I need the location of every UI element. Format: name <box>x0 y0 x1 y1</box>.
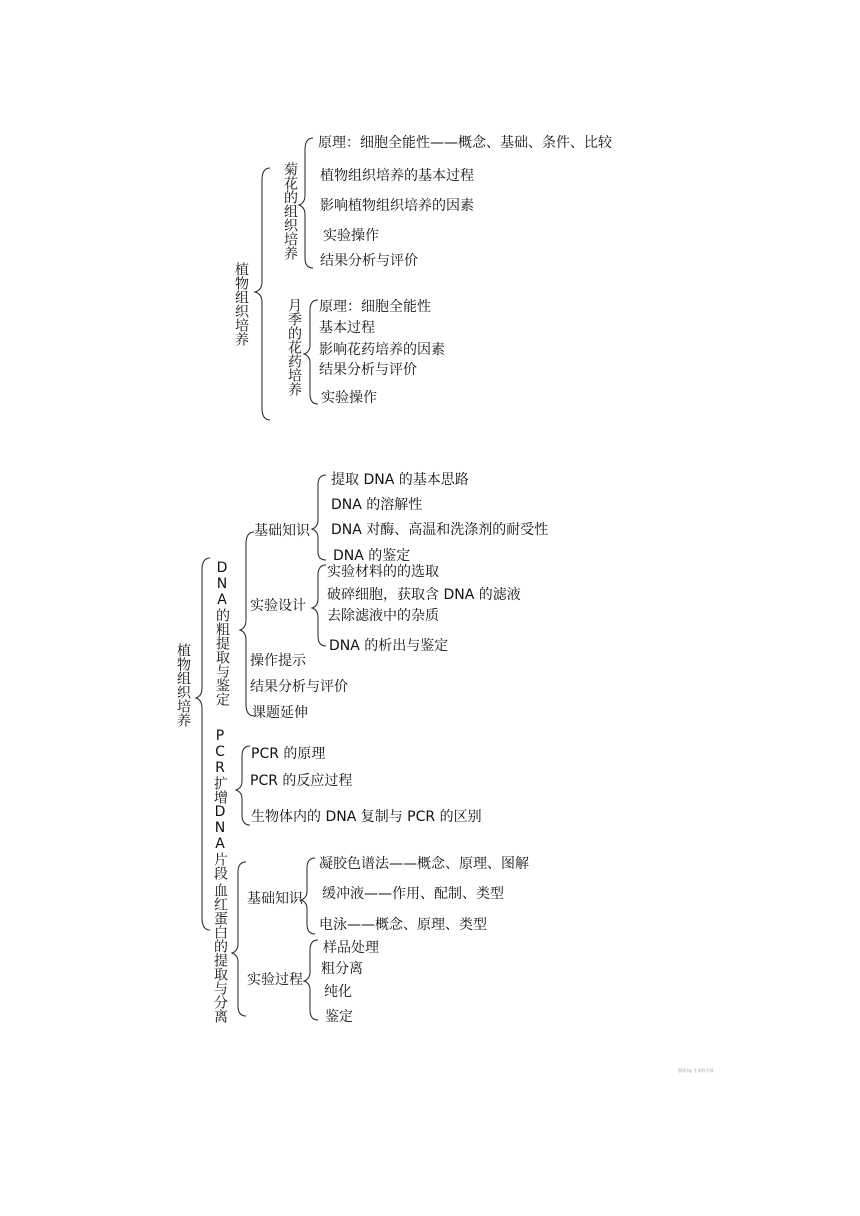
brace-hb-basic <box>301 858 315 934</box>
d2-hb-process-item: 样品处理 <box>323 940 379 956</box>
d1-juhua-item: 植物组织培养的基本过程 <box>320 168 474 184</box>
d2-hb-basic-item: 电泳——概念、原理、类型 <box>319 917 487 933</box>
d2-pcr-item: 生物体内的 DNA 复制与 PCR 的区别 <box>251 809 482 825</box>
d1-juhua-item: 结果分析与评价 <box>320 253 418 269</box>
brace-dna-design <box>312 565 326 646</box>
d2-pcr-item: PCR 的反应过程 <box>250 773 353 789</box>
d2-dna-design-item: 破碎细胞，获取含 DNA 的滤液 <box>327 587 521 603</box>
d2-dna-basic-item: 提取 DNA 的基本思路 <box>331 472 469 488</box>
d2-dna-item: 课题延伸 <box>252 705 308 721</box>
d2-dna-design-item: DNA 的析出与鉴定 <box>329 638 449 654</box>
d2-hb-process-label: 实验过程 <box>247 972 303 988</box>
d1-juhua-item: 原理：细胞全能性——概念、基础、条件、比较 <box>318 135 612 151</box>
d1-yueji-item: 实验操作 <box>321 390 377 406</box>
d2-dna-design-item: 去除滤液中的杂质 <box>327 608 439 624</box>
d2-pcr-item: PCR 的原理 <box>251 746 326 762</box>
brace-hb <box>232 862 246 1016</box>
footer-note: 整理 by 生命科学网 <box>678 1068 714 1073</box>
d2-hb-process-item: 纯化 <box>324 984 352 1000</box>
d1-yueji-item: 结果分析与评价 <box>319 362 417 378</box>
d1-branch-yueji: 月季的花药培养 <box>286 298 302 396</box>
d2-hb-basic-label: 基础知识 <box>247 891 303 907</box>
d2-hb-basic-item: 凝胶色谱法——概念、原理、图解 <box>319 856 529 872</box>
d2-dna-basic-item: DNA 的鉴定 <box>333 548 411 564</box>
brace-juhua <box>299 138 313 268</box>
d2-dna-design-item: 实验材料的的选取 <box>327 564 439 580</box>
d1-juhua-item: 影响植物组织培养的因素 <box>320 198 474 214</box>
d1-yueji-item: 原理：细胞全能性 <box>319 299 431 315</box>
brace-pcr <box>236 746 250 825</box>
root-brace-2 <box>196 558 210 930</box>
d2-hb-process-item: 鉴定 <box>325 1009 353 1025</box>
d2-hb-process-item: 粗分离 <box>321 961 363 977</box>
d1-branch-juhua: 菊花的组织培养 <box>282 162 298 260</box>
d2-dna-basic-item: DNA 对酶、高温和洗涤剂的耐受性 <box>331 522 549 538</box>
d2-branch-hb: 血红蛋白的提取与分离 <box>212 883 228 1023</box>
d2-dna-basic-label: 基础知识 <box>254 523 310 539</box>
d2-branch-pcr: PCR扩增DNA片段 <box>212 728 228 880</box>
root-brace-1 <box>255 168 270 420</box>
d2-hb-basic-item: 缓冲液——作用、配制、类型 <box>322 886 504 902</box>
d2-dna-design-label: 实验设计 <box>250 598 306 614</box>
brace-yueji <box>304 300 318 404</box>
d1-root-label: 植物组织培养 <box>233 262 249 346</box>
d2-branch-dna: DNA的粗提取与鉴定 <box>214 560 230 706</box>
d1-juhua-item: 实验操作 <box>323 228 379 244</box>
d2-dna-item: 操作提示 <box>250 653 306 669</box>
brace-hb-process <box>304 940 318 1020</box>
d2-dna-item: 结果分析与评价 <box>250 679 348 695</box>
d2-root-label: 植物组织培养 <box>175 643 191 727</box>
d1-yueji-item: 基本过程 <box>319 320 375 336</box>
d1-yueji-item: 影响花药培养的因素 <box>319 342 445 358</box>
d2-dna-basic-item: DNA 的溶解性 <box>331 497 423 513</box>
brace-dna-basic <box>312 475 326 560</box>
